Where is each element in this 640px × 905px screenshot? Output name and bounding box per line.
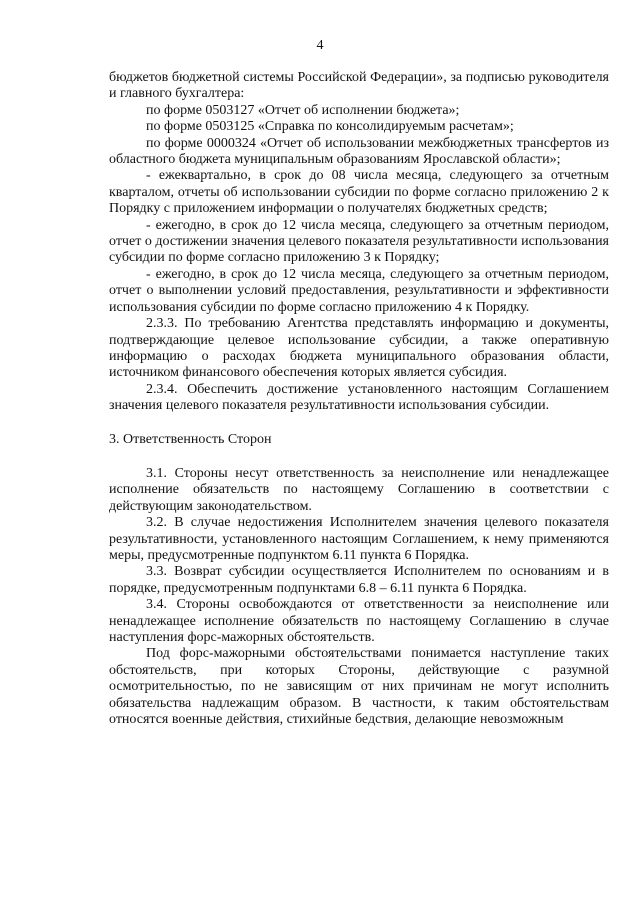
paragraph-annual-conditions-report: - ежегодно, в срок до 12 числа месяца, следующего за отчетным периодом, отчет о выполнении условий предоставления, результативности и эффективности использования субсидии по форме согласно приложению 4 к Порядку. <box>109 266 609 315</box>
section-3-heading: 3. Ответственность Сторон <box>109 431 272 447</box>
paragraph-3-3: 3.3. Возврат субсидии осуществляется Исполнителем по основаниям и в порядке, предусмотренным подпунктами 6.8 – 6.11 пункта 6 Порядка. <box>109 564 609 596</box>
paragraph-form-0000324: по форме 0000324 «Отчет об использовании межбюджетных трансфертов из областного бюджета муниципальным образованиям Ярославской области»; <box>109 135 609 168</box>
paragraph-quarterly-report: - ежеквартально, в срок до 08 числа месяца, следующего за отчетным кварталом, отчеты об использовании субсидии по форме согласно приложению 2 к Порядку с приложением информации о получателях бюджетных средств; <box>109 168 609 217</box>
document-body <box>109 70 609 728</box>
paragraph-annual-target-report: - ежегодно, в срок до 12 числа месяца, следующего за отчетным периодом, отчет о достижении значения целевого показателя результативности использования субсидии по форме согласно приложению 3 к Порядку; <box>109 217 609 266</box>
paragraph-3-4: 3.4. Стороны освобождаются от ответственности за неисполнение или ненадлежащее исполнение обязательств по настоящему Соглашению в случае наступления форс-мажорных обстоятельств. <box>109 597 609 645</box>
page-number: 4 <box>316 38 324 53</box>
paragraph-continuation: бюджетов бюджетной системы Российской Федерации», за подписью руководителя и главного бухгалтера: <box>109 70 609 102</box>
paragraph-form-0503125: по форме 0503125 «Справка по консолидируемым расчетам»; <box>146 119 514 135</box>
paragraph-form-0503127: по форме 0503127 «Отчет об исполнении бюджета»; <box>146 102 460 118</box>
paragraph-2-3-4: 2.3.4. Обеспечить достижение установленного настоящим Соглашением значения целевого показателя результативности использования субсидии. <box>109 381 609 414</box>
paragraph-force-majeure: Под форс-мажорными обстоятельствами понимается наступление таких обстоятельств, при которых Стороны, действующие с разумной осмотрительностью, по не зависящим от них причинам не могут исполнить обязательства надлежащим образом. В частности, к таким обстоятельствам относятся военные действия, стихийные бедствия, делающие невозможным <box>109 646 609 728</box>
paragraph-3-2: 3.2. В случае недостижения Исполнителем значения целевого показателя результативности, установленного настоящим Соглашением, к нему применяются меры, предусмотренные подпунктом 6.11 пункта 6 Порядка. <box>109 515 609 563</box>
paragraph-3-1: 3.1. Стороны несут ответственность за неисполнение или ненадлежащее исполнение обязательств по настоящему Соглашению в соответствии с действующим законодательством. <box>109 465 609 514</box>
paragraph-2-3-3: 2.3.3. По требованию Агентства представлять информацию и документы, подтверждающие целевое использование субсидии, а также оперативную информацию о расходах бюджета муниципального образования области, источником финансового обеспечения которых является субсидия. <box>109 316 609 381</box>
